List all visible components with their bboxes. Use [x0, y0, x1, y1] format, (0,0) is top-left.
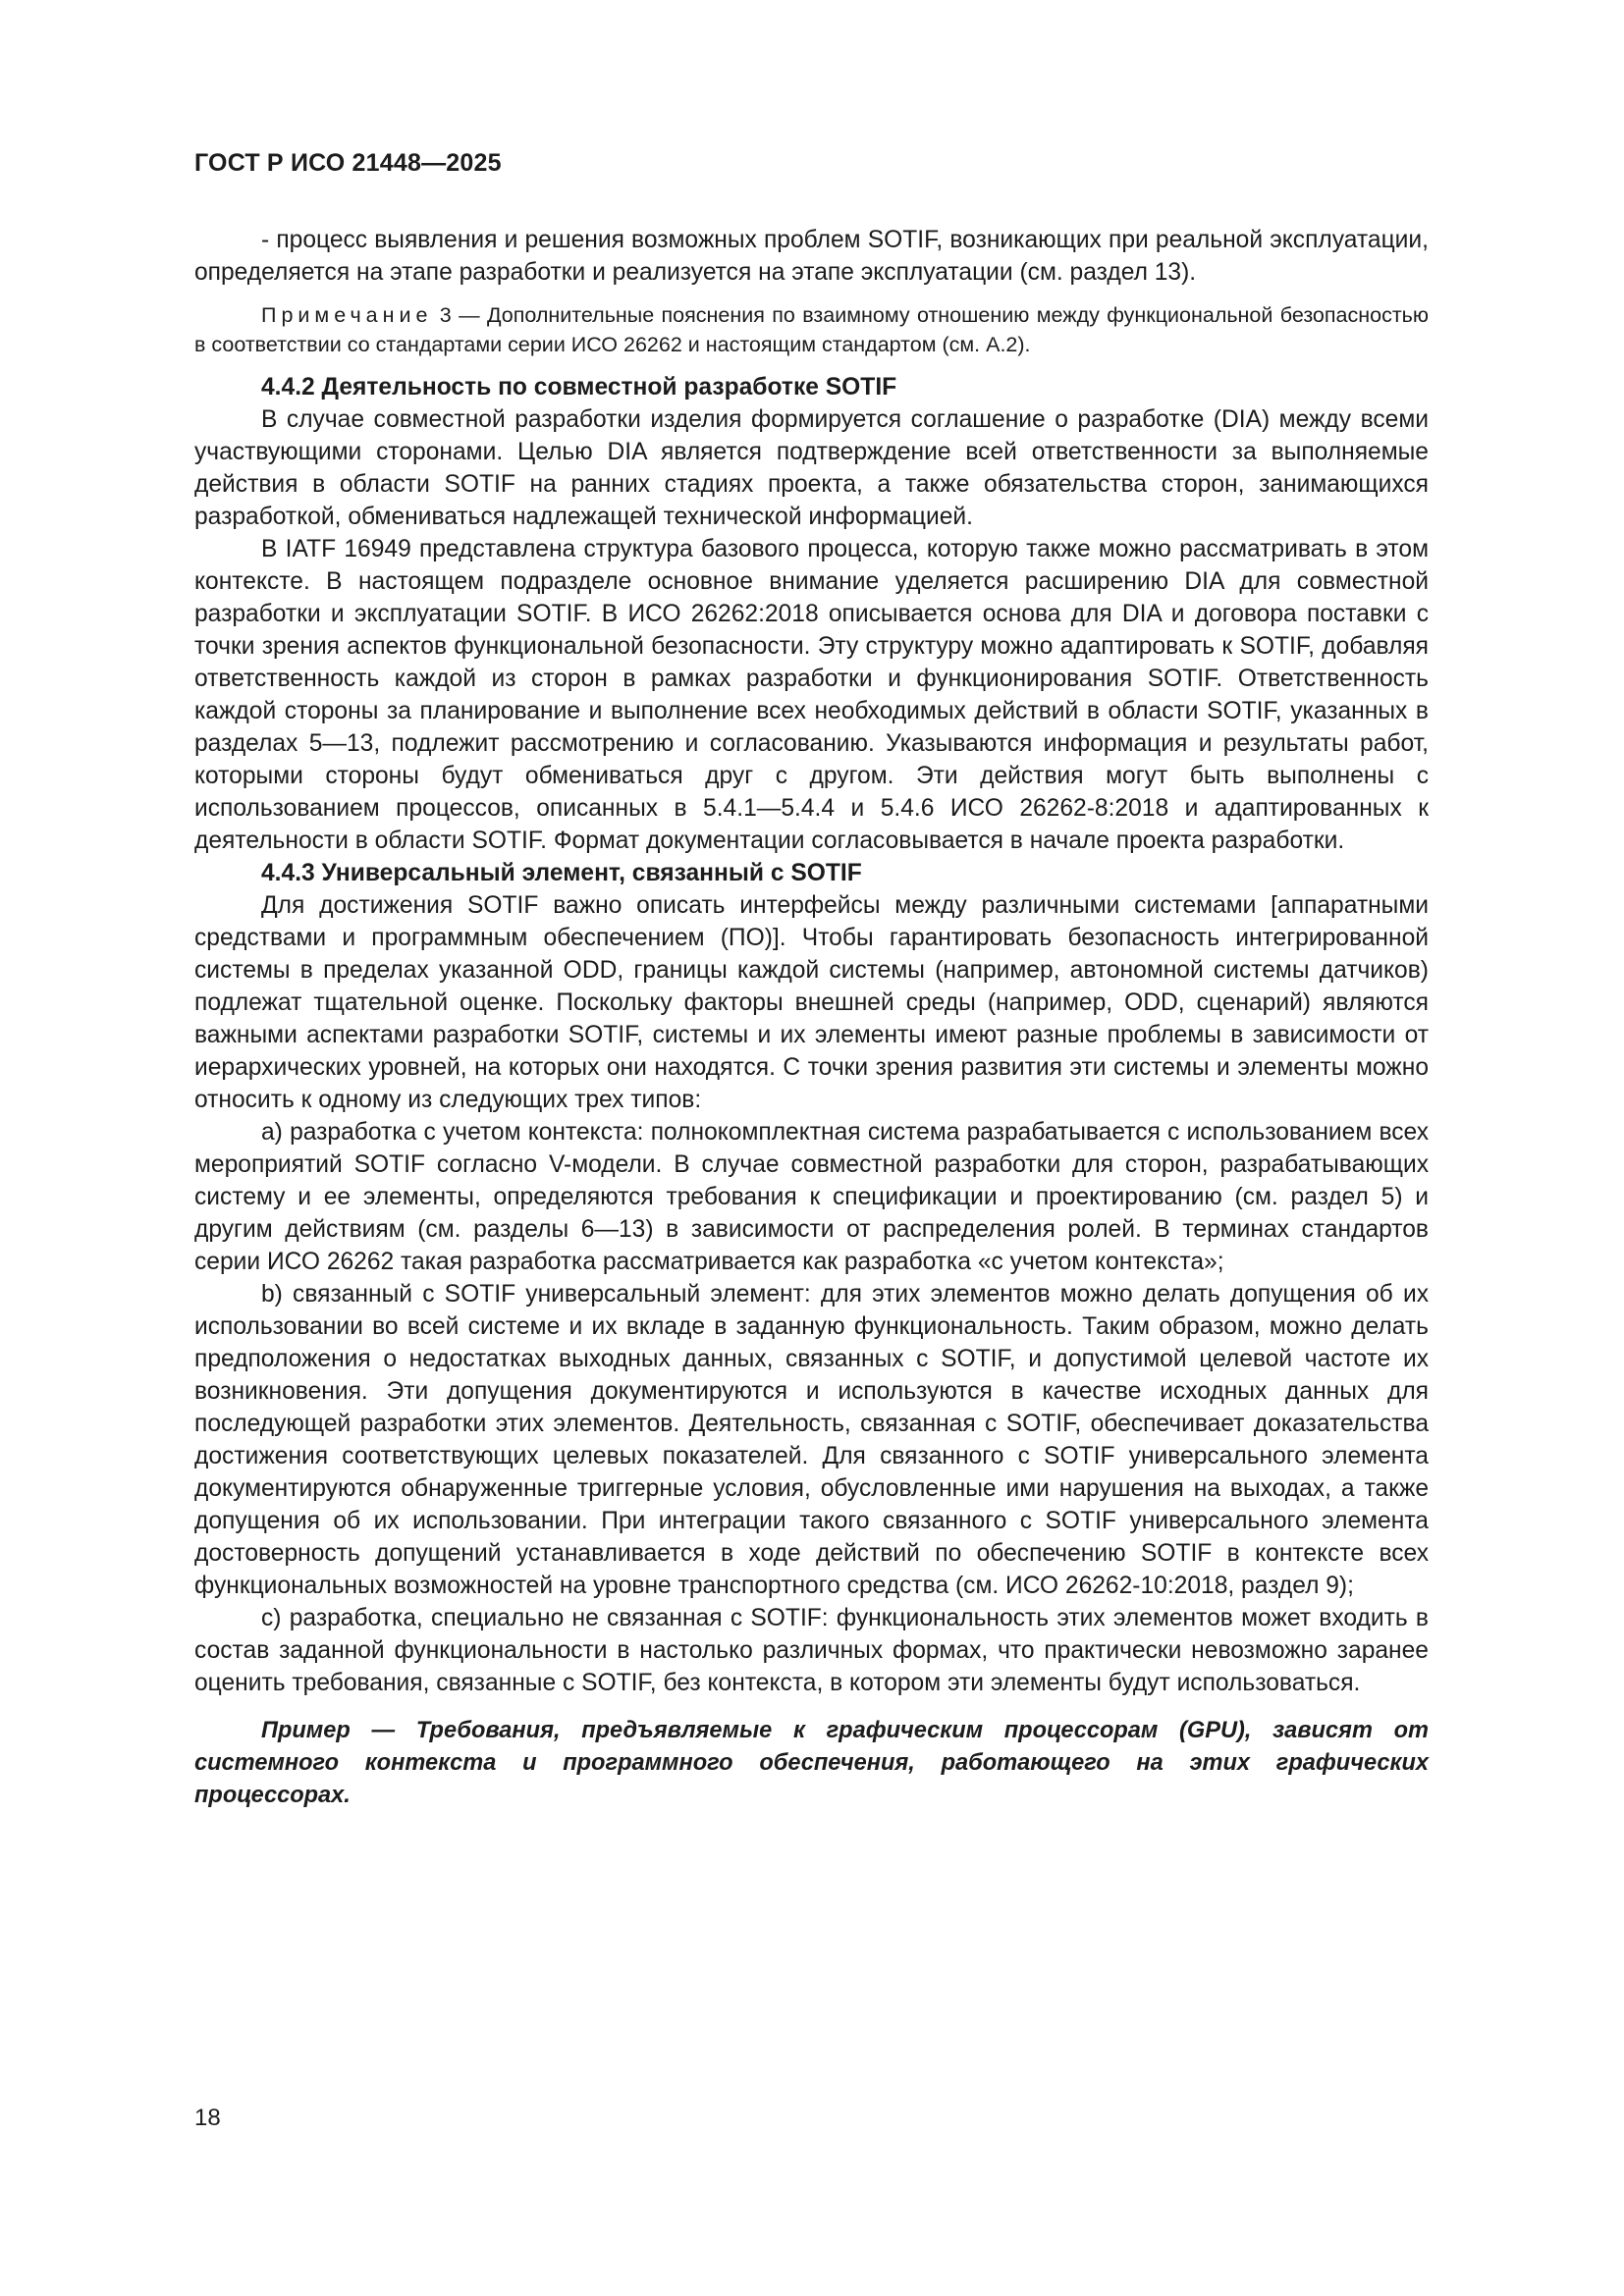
- page-number: 18: [194, 2105, 221, 2131]
- section-4-4-2-paragraph-2: В IATF 16949 представлена структура базового процесса, которую также можно рассматривать в этом контексте. В настоящем подразделе основное внимание уделяется расширению DIA для совместной разработки и эксплуатации SOTIF. В ИСО 26262:2018 описывается основа для DIA и договора поставки с точки зрения аспектов функциональной безопасности. Эту структуру можно адаптировать к SOTIF, добавляя ответственность каждой из сторон в рамках разработки и функционирования SOTIF. Ответственность каждой стороны за планирование и выполнение всех необходимых действий в области SOTIF, указанных в разделах 5—13, подлежит рассмотрению и согласованию. Указываются информация и результаты работ, которыми стороны будут обмениваться друг с другом. Эти действия могут быть выполнены с использованием процессов, описанных в 5.4.1—5.4.4 и 5.4.6 ИСО 26262-8:2018 и адаптированных к деятельности в области SOTIF. Формат документации согласовывается в начале проекта разработки.: [194, 536, 1429, 854]
- note-label: Примечание: [261, 303, 433, 327]
- example-note: Пример — Требования, предъявляемые к графическим процессорам (GPU), зависят от системного контекста и программного обеспечения, работающего на этих графических процессорах.: [194, 1718, 1429, 1808]
- intro-list-item: - процесс выявления и решения возможных проблем SOTIF, возникающих при реальной эксплуатации, определяется на этапе разработки и реализуется на этапе эксплуатации (см. раздел 13).: [194, 227, 1429, 286]
- section-4-4-3-paragraph-1: Для достижения SOTIF важно описать интерфейсы между различными системами [аппаратными средствами и программным обеспечением (ПО)]. Чтобы гарантировать безопасность интегрированной системы в пределах указанной ODD, границы каждой системы (например, автономной системы датчиков) подлежат тщательной оценке. Поскольку факторы внешней среды (например, ODD, сценарий) являются важными аспектами разработки SOTIF, системы и их элементы имеют разные проблемы в зависимости от иерархических уровней, на которых они находятся. С точки зрения развития эти системы и элементы можно относить к одному из следующих трех типов:: [194, 892, 1429, 1113]
- list-item-b: b) связанный с SOTIF универсальный элемент: для этих элементов можно делать допущения об их использовании во всей системе и их вкладе в заданную функциональность. Таким образом, можно делать предположения о недостатках выходных данных, связанных с SOTIF, и допустимой целевой частоте их возникновения. Эти допущения документируются и используются в качестве исходных данных для последующей разработки этих элементов. Деятельность, связанная с SOTIF, обеспечивает доказательства достижения соответствующих целевых показателей. Для связанного с SOTIF универсального элемента документируются обнаруженные триггерные условия, обусловленные ими нарушения на выходах, а также допущения об их использовании. При интеграции такого связанного с SOTIF универсального элемента достоверность допущений устанавливается в ходе действий по обеспечению SOTIF в контексте всех функциональных возможностей на уровне транспортного средства (см. ИСО 26262-10:2018, раздел 9);: [194, 1281, 1429, 1599]
- list-item-a: а) разработка с учетом контекста: полнокомплектная система разрабатывается с использованием всех мероприятий SOTIF согласно V-модели. В случае совместной разработки для сторон, разрабатывающих систему и ее элементы, определяются требования к спецификации и проектированию (см. раздел 5) и другим действиям (см. разделы 6—13) в зависимости от распределения ролей. В терминах стандартов серии ИСО 26262 такая разработка рассматривается как разработка «с учетом контекста»;: [194, 1119, 1429, 1275]
- page-content: [194, 224, 1429, 1812]
- note-3: [194, 300, 1429, 359]
- section-4-4-2-heading: 4.4.2 Деятельность по совместной разработке SOTIF: [261, 374, 897, 400]
- section-4-4-3-heading: 4.4.3 Универсальный элемент, связанный с SOTIF: [261, 860, 862, 886]
- document-header: ГОСТ Р ИСО 21448—2025: [194, 149, 502, 177]
- section-4-4-2-paragraph-1: В случае совместной разработки изделия формируется соглашение о разработке (DIA) между всеми участвующими сторонами. Целью DIA является подтверждение всей ответственности за выполняемые действия в области SOTIF на ранних стадиях проекта, а также обязательства сторон, занимающихся разработкой, обмениваться надлежащей технической информацией.: [194, 406, 1429, 530]
- note-text: 3 — Дополнительные пояснения по взаимному отношению между функциональной безопасностью в соответствии со стандартами серии ИСО 26262 и настоящим стандартом (см. А.2).: [194, 303, 1429, 356]
- list-item-c: с) разработка, специально не связанная с SOTIF: функциональность этих элементов может входить в состав заданной функциональности в настолько различных формах, что практически невозможно заранее оценить требования, связанные с SOTIF, без контекста, в котором эти элементы будут использоваться.: [194, 1605, 1429, 1696]
